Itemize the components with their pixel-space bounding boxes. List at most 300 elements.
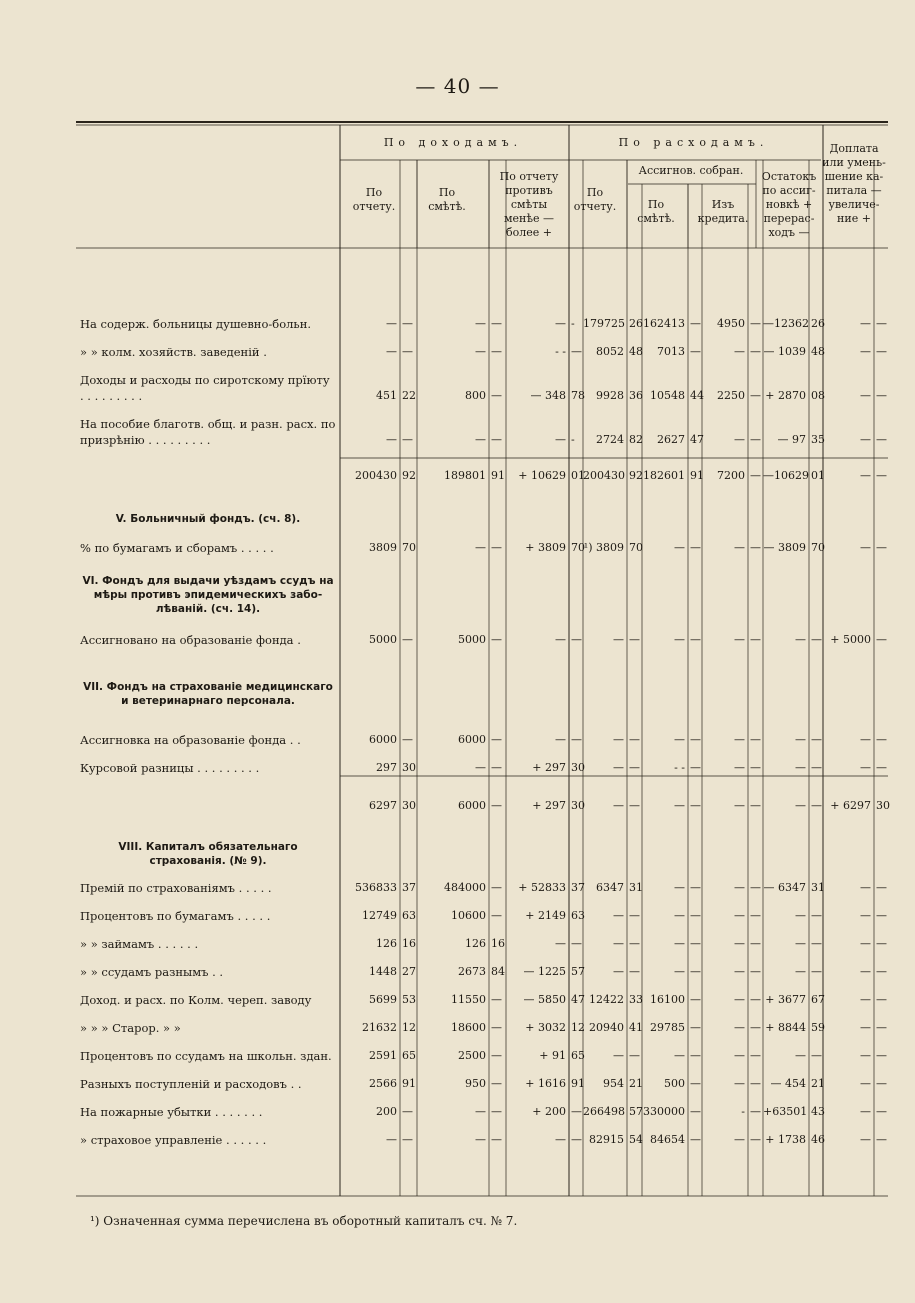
amount-cell: + 1616 <box>525 1077 566 1090</box>
kopeck-cell: 01 <box>811 469 825 482</box>
kopeck-cell: — <box>811 937 822 950</box>
amount-cell: — <box>860 469 871 482</box>
amount-cell: — <box>734 761 745 774</box>
row-label: Ассигновка на образованіе фонда . . <box>80 733 301 747</box>
amount-cell: — <box>674 633 685 646</box>
kopeck-cell: 82 <box>629 433 643 446</box>
kopeck-cell: — <box>811 909 822 922</box>
kopeck-cell: — <box>876 881 887 894</box>
kopeck-cell: — <box>491 1021 502 1034</box>
amount-cell: — <box>860 761 871 774</box>
header-inc-diff: По отчету противъ смѣты менѣе — более + <box>499 170 559 239</box>
row-label: Курсовой разницы . . . . . . . . . <box>80 761 260 775</box>
kopeck-cell: 26 <box>629 317 643 330</box>
kopeck-cell: 57 <box>571 965 585 978</box>
amount-cell: 200430 <box>583 469 625 482</box>
page-number: — 40 — <box>415 74 500 98</box>
kopeck-cell: 35 <box>811 433 825 446</box>
kopeck-cell: 44 <box>690 389 704 402</box>
kopeck-cell: — <box>876 1105 887 1118</box>
amount-cell: — <box>734 733 745 746</box>
amount-cell: 126 <box>465 937 486 950</box>
kopeck-cell: — <box>876 1021 887 1034</box>
row-label: % по бумагамъ и сборамъ . . . . . <box>80 541 274 555</box>
amount-cell: — <box>555 317 566 330</box>
amount-cell: + 91 <box>539 1049 566 1062</box>
amount-cell: 21632 <box>362 1021 397 1034</box>
amount-cell: — <box>860 965 871 978</box>
amount-cell: — <box>734 881 745 894</box>
amount-cell: — <box>475 541 486 554</box>
kopeck-cell: 91 <box>571 1077 585 1090</box>
amount-cell: 18600 <box>451 1021 486 1034</box>
amount-cell: 6000 <box>458 733 486 746</box>
amount-cell: 2591 <box>369 1049 397 1062</box>
kopeck-cell: 70 <box>811 541 825 554</box>
amount-cell: — <box>795 799 806 812</box>
amount-cell: — 3809 <box>763 541 806 554</box>
header-assign-group: Ассигнов. собран. <box>638 164 744 177</box>
amount-cell: + 2870 <box>765 389 806 402</box>
amount-cell: — <box>860 541 871 554</box>
kopeck-cell: — <box>402 317 413 330</box>
amount-cell: 451 <box>376 389 397 402</box>
kopeck-cell: 70 <box>571 541 585 554</box>
kopeck-cell: 30 <box>402 799 416 812</box>
kopeck-cell: — <box>876 433 887 446</box>
amount-cell: — <box>860 993 871 1006</box>
row-label: » » займамъ . . . . . . <box>80 937 199 951</box>
kopeck-cell: — <box>571 633 582 646</box>
kopeck-cell: 30 <box>571 761 585 774</box>
kopeck-cell: — <box>876 541 887 554</box>
kopeck-cell: — <box>876 733 887 746</box>
kopeck-cell: — <box>690 1133 701 1146</box>
amount-cell: 10600 <box>451 909 486 922</box>
amount-cell: — <box>734 1133 745 1146</box>
amount-cell: — 348 <box>530 389 566 402</box>
amount-cell: + 297 <box>532 799 566 812</box>
kopeck-cell: — <box>629 1049 640 1062</box>
kopeck-cell: 92 <box>402 469 416 482</box>
header-remainder: Остатокъ по ассиг-новкѣ + перерас-ходъ — <box>761 170 817 239</box>
kopeck-cell: 92 <box>629 469 643 482</box>
kopeck-cell: 67 <box>811 993 825 1006</box>
amount-cell: — 5850 <box>523 993 566 1006</box>
amount-cell: + 8844 <box>765 1021 806 1034</box>
section-heading: VIII. Капиталъ обязательнаго страхованія. (№ 9). <box>118 841 298 867</box>
kopeck-cell: — <box>690 993 701 1006</box>
amount-cell: 12749 <box>362 909 397 922</box>
amount-cell: 189801 <box>444 469 486 482</box>
header-inc-report: По отчету. <box>352 186 396 213</box>
header-assign-credit: Изъ кредита. <box>697 198 749 225</box>
kopeck-cell: — <box>876 1077 887 1090</box>
amount-cell: 16100 <box>650 993 685 1006</box>
row-label: » » ссудамъ разнымъ . . <box>80 965 224 979</box>
amount-cell: 536833 <box>355 881 397 894</box>
kopeck-cell: — <box>750 937 761 950</box>
amount-cell: 2724 <box>596 433 624 446</box>
kopeck-cell: 31 <box>811 881 825 894</box>
ledger-table <box>76 120 888 1200</box>
kopeck-cell: — <box>750 733 761 746</box>
kopeck-cell: 08 <box>811 389 825 402</box>
amount-cell: 950 <box>465 1077 486 1090</box>
amount-cell: + 3809 <box>525 541 566 554</box>
amount-cell: — <box>795 633 806 646</box>
amount-cell: 3809 <box>369 541 397 554</box>
kopeck-cell: 30 <box>402 761 416 774</box>
kopeck-cell: — <box>750 317 761 330</box>
row-label: На пособие благотв. общ. и разн. расх. по призрѣнію . . . . . . . . . <box>80 417 336 447</box>
section-heading: VII. Фондъ на страхованіе медицинскаго и ветеринарнаго персонала. <box>83 681 333 707</box>
header-inc-estimate: По смѣтѣ. <box>428 186 466 213</box>
amount-cell: 2566 <box>369 1077 397 1090</box>
kopeck-cell: — <box>690 799 701 812</box>
amount-cell: - - <box>674 761 685 774</box>
amount-cell: — <box>613 633 624 646</box>
kopeck-cell: — <box>750 541 761 554</box>
amount-cell: — <box>860 1105 871 1118</box>
amount-cell: — <box>734 965 745 978</box>
row-label: Процентовъ по бумагамъ . . . . . <box>80 909 271 923</box>
amount-cell: — <box>860 389 871 402</box>
header-income-group: По доходамъ. <box>383 136 523 149</box>
amount-cell: — <box>613 733 624 746</box>
section-heading: V. Больничный фондъ. (сч. 8). <box>115 513 301 525</box>
kopeck-cell: — <box>876 965 887 978</box>
kopeck-cell: 65 <box>402 1049 416 1062</box>
kopeck-cell: 54 <box>629 1133 643 1146</box>
kopeck-cell: — <box>876 633 887 646</box>
kopeck-cell: — <box>690 317 701 330</box>
amount-cell: 9928 <box>596 389 624 402</box>
kopeck-cell: — <box>750 1021 761 1034</box>
kopeck-cell: — <box>750 345 761 358</box>
amount-cell: — 97 <box>777 433 806 446</box>
kopeck-cell: — <box>491 1133 502 1146</box>
kopeck-cell: 12 <box>402 1021 416 1034</box>
kopeck-cell: — <box>491 799 502 812</box>
kopeck-cell: 47 <box>690 433 704 446</box>
kopeck-cell: 12 <box>571 1021 585 1034</box>
amount-cell: — <box>475 317 486 330</box>
kopeck-cell: — <box>750 909 761 922</box>
kopeck-cell: — <box>402 633 413 646</box>
kopeck-cell: — <box>811 799 822 812</box>
amount-cell: — <box>860 733 871 746</box>
kopeck-cell: — <box>690 937 701 950</box>
kopeck-cell: — <box>690 761 701 774</box>
kopeck-cell: — <box>491 881 502 894</box>
kopeck-cell: — <box>690 541 701 554</box>
header-expense-group: По расходамъ. <box>618 136 769 149</box>
amount-cell: — <box>613 965 624 978</box>
amount-cell: — <box>860 1049 871 1062</box>
kopeck-cell: 21 <box>629 1077 643 1090</box>
kopeck-cell: 48 <box>629 345 643 358</box>
kopeck-cell: — <box>491 909 502 922</box>
kopeck-cell: - <box>571 433 575 446</box>
kopeck-cell: — <box>690 965 701 978</box>
kopeck-cell: — <box>402 345 413 358</box>
amount-cell: 84654 <box>650 1133 685 1146</box>
amount-cell: 7200 <box>717 469 745 482</box>
kopeck-cell: 59 <box>811 1021 825 1034</box>
amount-cell: — <box>613 799 624 812</box>
amount-cell: — <box>860 1133 871 1146</box>
kopeck-cell: — <box>491 1049 502 1062</box>
kopeck-cell: — <box>690 1077 701 1090</box>
kopeck-cell: — <box>876 761 887 774</box>
amount-cell: — <box>674 1049 685 1062</box>
amount-cell: — <box>795 965 806 978</box>
amount-cell: — <box>795 733 806 746</box>
kopeck-cell: - <box>571 317 575 330</box>
kopeck-cell: 37 <box>402 881 416 894</box>
kopeck-cell: — <box>750 389 761 402</box>
kopeck-cell: — <box>750 881 761 894</box>
kopeck-cell: 33 <box>629 993 643 1006</box>
kopeck-cell: 16 <box>402 937 416 950</box>
amount-cell: 2673 <box>458 965 486 978</box>
kopeck-cell: — <box>690 345 701 358</box>
kopeck-cell: — <box>629 633 640 646</box>
kopeck-cell: — <box>491 993 502 1006</box>
row-label: Премій по страхованіямъ . . . . . <box>80 881 272 895</box>
amount-cell: 266498 <box>583 1105 625 1118</box>
amount-cell: 4950 <box>717 317 745 330</box>
amount-cell: — <box>860 881 871 894</box>
amount-cell: 8052 <box>596 345 624 358</box>
amount-cell: — <box>734 541 745 554</box>
amount-cell: — 1039 <box>763 345 806 358</box>
amount-cell: — <box>386 317 397 330</box>
amount-cell: — <box>734 993 745 1006</box>
amount-cell: 500 <box>664 1077 685 1090</box>
kopeck-cell: 70 <box>629 541 643 554</box>
kopeck-cell: — <box>876 389 887 402</box>
amount-cell: +63501 <box>763 1105 808 1118</box>
kopeck-cell: 46 <box>811 1133 825 1146</box>
table-grid <box>76 120 888 1200</box>
amount-cell: + 52833 <box>518 881 566 894</box>
amount-cell: 82915 <box>589 1133 624 1146</box>
amount-cell: 182601 <box>643 469 685 482</box>
amount-cell: 330000 <box>643 1105 685 1118</box>
kopeck-cell: — <box>491 1077 502 1090</box>
kopeck-cell: 84 <box>491 965 505 978</box>
amount-cell: — <box>386 345 397 358</box>
amount-cell: —12362 <box>763 317 809 330</box>
amount-cell: — <box>613 937 624 950</box>
kopeck-cell: 48 <box>811 345 825 358</box>
amount-cell: ¹) 3809 <box>583 541 624 554</box>
row-label: » » колм. хозяйств. заведеній . <box>80 345 267 359</box>
amount-cell: 126 <box>376 937 397 950</box>
kopeck-cell: 31 <box>629 881 643 894</box>
amount-cell: — <box>860 1021 871 1034</box>
kopeck-cell: 01 <box>571 469 585 482</box>
amount-cell: — <box>860 909 871 922</box>
amount-cell: 484000 <box>444 881 486 894</box>
amount-cell: — <box>734 937 745 950</box>
kopeck-cell: — <box>690 1049 701 1062</box>
header-assign-estimate: По смѣтѣ. <box>637 198 675 225</box>
amount-cell: — <box>555 633 566 646</box>
amount-cell: + 1738 <box>765 1133 806 1146</box>
kopeck-cell: 43 <box>811 1105 825 1118</box>
amount-cell: 2500 <box>458 1049 486 1062</box>
kopeck-cell: — <box>811 633 822 646</box>
kopeck-cell: 26 <box>811 317 825 330</box>
footnote: ¹) Означенная сумма перечислена въ оборотный капиталъ сч. № 7. <box>90 1214 518 1228</box>
kopeck-cell: — <box>629 761 640 774</box>
amount-cell: 2250 <box>717 389 745 402</box>
amount-cell: 200 <box>376 1105 397 1118</box>
amount-cell: 7013 <box>657 345 685 358</box>
amount-cell: — <box>386 1133 397 1146</box>
amount-cell: — <box>613 1049 624 1062</box>
header-exp-report: По отчету. <box>573 186 617 213</box>
kopeck-cell: — <box>491 541 502 554</box>
kopeck-cell: — <box>811 1049 822 1062</box>
row-label: На пожарные убытки . . . . . . . <box>80 1105 263 1119</box>
amount-cell: 6347 <box>596 881 624 894</box>
kopeck-cell: 91 <box>491 469 505 482</box>
amount-cell: — <box>475 433 486 446</box>
amount-cell: + 5000 <box>830 633 871 646</box>
kopeck-cell: — <box>876 937 887 950</box>
amount-cell: — <box>674 881 685 894</box>
amount-cell: + 3032 <box>525 1021 566 1034</box>
kopeck-cell: — <box>571 937 582 950</box>
amount-cell: — <box>674 799 685 812</box>
kopeck-cell: 63 <box>571 909 585 922</box>
kopeck-cell: — <box>491 433 502 446</box>
row-label: Доходы и расходы по сиротскому прïюту . . . . . . . . . <box>80 373 330 403</box>
amount-cell: + 200 <box>532 1105 566 1118</box>
kopeck-cell: — <box>750 993 761 1006</box>
kopeck-cell: — <box>750 633 761 646</box>
amount-cell: — <box>795 761 806 774</box>
amount-cell: 297 <box>376 761 397 774</box>
kopeck-cell: — <box>629 937 640 950</box>
amount-cell: — <box>674 965 685 978</box>
kopeck-cell: — <box>690 733 701 746</box>
kopeck-cell: — <box>876 345 887 358</box>
amount-cell: 6000 <box>369 733 397 746</box>
amount-cell: — <box>860 937 871 950</box>
kopeck-cell: — <box>876 909 887 922</box>
amount-cell: — <box>674 909 685 922</box>
amount-cell: — <box>860 1077 871 1090</box>
amount-cell: - <box>741 1105 745 1118</box>
amount-cell: — <box>795 1049 806 1062</box>
amount-cell: + 297 <box>532 761 566 774</box>
amount-cell: — <box>674 937 685 950</box>
kopeck-cell: — <box>491 317 502 330</box>
kopeck-cell: — <box>750 1105 761 1118</box>
amount-cell: 1448 <box>369 965 397 978</box>
amount-cell: — <box>860 317 871 330</box>
amount-cell: — <box>795 937 806 950</box>
amount-cell: — <box>475 761 486 774</box>
amount-cell: — <box>734 433 745 446</box>
kopeck-cell: 41 <box>629 1021 643 1034</box>
amount-cell: + 3677 <box>765 993 806 1006</box>
kopeck-cell: 36 <box>629 389 643 402</box>
kopeck-cell: — <box>491 1105 502 1118</box>
amount-cell: — <box>734 909 745 922</box>
amount-cell: — <box>555 733 566 746</box>
kopeck-cell: — <box>491 345 502 358</box>
kopeck-cell: — <box>402 1133 413 1146</box>
amount-cell: — <box>386 433 397 446</box>
amount-cell: 20940 <box>589 1021 624 1034</box>
kopeck-cell: — <box>402 433 413 446</box>
amount-cell: 5000 <box>369 633 397 646</box>
kopeck-cell: — <box>750 1077 761 1090</box>
kopeck-cell: — <box>750 469 761 482</box>
kopeck-cell: — <box>690 1021 701 1034</box>
kopeck-cell: — <box>876 1049 887 1062</box>
kopeck-cell: — <box>629 799 640 812</box>
kopeck-cell: — <box>750 761 761 774</box>
amount-cell: — <box>613 909 624 922</box>
row-label: Доход. и расх. по Колм. череп. заводу <box>80 993 312 1007</box>
kopeck-cell: — <box>690 909 701 922</box>
kopeck-cell: — <box>690 633 701 646</box>
kopeck-cell: — <box>491 633 502 646</box>
kopeck-cell: 37 <box>571 881 585 894</box>
kopeck-cell: — <box>811 733 822 746</box>
amount-cell: — <box>555 1133 566 1146</box>
amount-cell: 12422 <box>589 993 624 1006</box>
kopeck-cell: — <box>571 733 582 746</box>
kopeck-cell: 91 <box>690 469 704 482</box>
amount-cell: + 2149 <box>525 909 566 922</box>
kopeck-cell: 78 <box>571 389 585 402</box>
section-heading: VI. Фондъ для выдачи уѣздамъ ссудъ на мѣры противъ эпидемическихъ забо-лѣваній. (сч. 14). <box>82 575 334 615</box>
kopeck-cell: 22 <box>402 389 416 402</box>
kopeck-cell: — <box>402 733 413 746</box>
kopeck-cell: — <box>876 1133 887 1146</box>
amount-cell: — <box>734 345 745 358</box>
kopeck-cell: — <box>690 881 701 894</box>
amount-cell: — 1225 <box>523 965 566 978</box>
kopeck-cell: — <box>690 1105 701 1118</box>
amount-cell: 29785 <box>650 1021 685 1034</box>
amount-cell: + 10629 <box>518 469 566 482</box>
amount-cell: —10629 <box>763 469 809 482</box>
row-label: На содерж. больницы душевно-больн. <box>80 317 312 331</box>
amount-cell: 200430 <box>355 469 397 482</box>
amount-cell: — 454 <box>770 1077 806 1090</box>
amount-cell: 800 <box>465 389 486 402</box>
kopeck-cell: — <box>876 317 887 330</box>
kopeck-cell: — <box>750 1049 761 1062</box>
kopeck-cell: — <box>571 345 582 358</box>
header-capital: Доплата или умень-шение ка-питала — увеличе-ние + <box>822 142 886 225</box>
kopeck-cell: 30 <box>571 799 585 812</box>
amount-cell: — <box>734 1021 745 1034</box>
kopeck-cell: 16 <box>491 937 505 950</box>
amount-cell: — <box>734 799 745 812</box>
kopeck-cell: 21 <box>811 1077 825 1090</box>
amount-cell: 2627 <box>657 433 685 446</box>
